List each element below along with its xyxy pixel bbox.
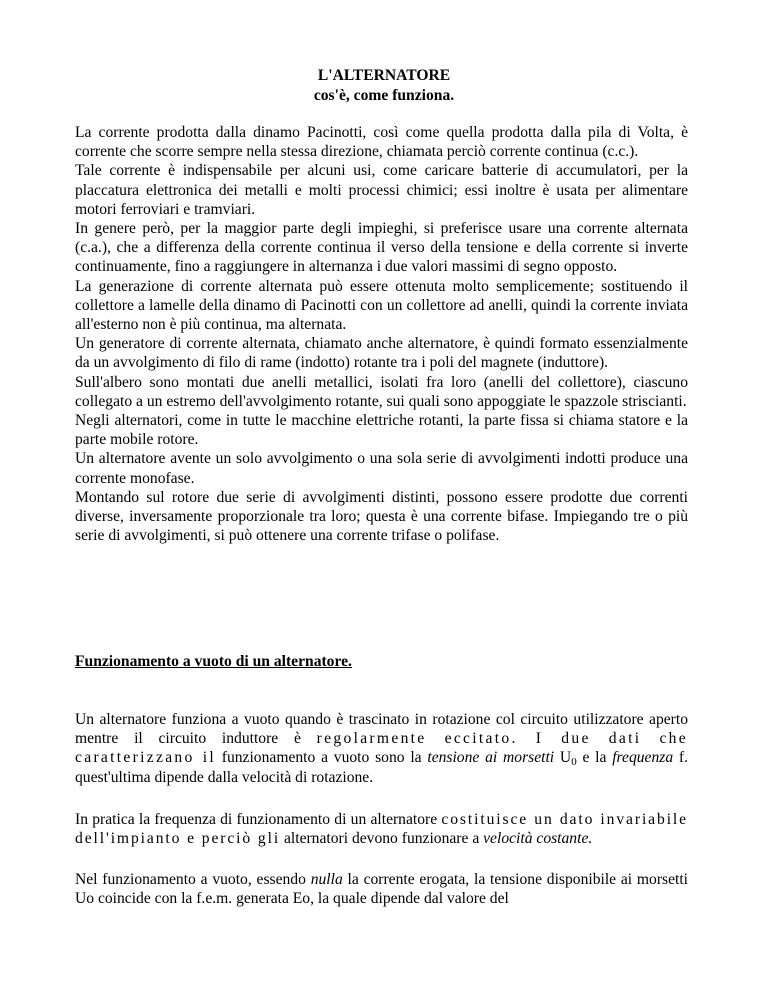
- paragraph: Un alternatore avente un solo avvolgimento o una sola serie di avvolgimenti indotti produce una corrente monofase.: [75, 450, 688, 487]
- paragraph: In genere però, per la maggior parte degli impieghi, si preferisce usare una corrente alternata (c.a.), che a differenza della corrente continua il verso della tensione e della corrente si inverte continuamente, fino a raggiungere in alternanza i due valori massimi di segno opposto.: [75, 220, 688, 276]
- document-title: L'ALTERNATORE: [317, 67, 451, 84]
- paragraph: Montando sul rotore due serie di avvolgimenti distinti, possono essere prodotte due correnti diverse, inversamente proporzionale tra loro; questa è una corrente bifase. Impiegando tre o più serie di avvolgimenti, si può ottenere una corrente trifase o polifase.: [75, 488, 688, 545]
- section-paragraph-3: Nel funzionamento a vuoto, essendo nulla la corrente erogata, la tensione disponibile ai morsetti Uo coincide con la f.e.m. generata Eo, la quale dipende dal valore del: [75, 871, 689, 908]
- section-heading: Funzionamento a vuoto di un alternatore.: [75, 653, 352, 670]
- paragraph: Un generatore di corrente alternata, chiamato anche alternatore, è quindi formato essenzialmente da un avvolgimento di filo di rame (indotto) rotante tra i poli del magnete (induttore).: [75, 335, 688, 372]
- paragraph: Tale corrente è indispensabile per alcuni usi, come caricare batterie di accumulatori, per la placcatura elettronica dei metalli e molti processi chimici; essi inoltre è usata per alimentare motori ferroviari e tramviari.: [75, 162, 688, 218]
- section-paragraph-2: In pratica la frequenza di funzionamento di un alternatore costituisce un dato invariabile dell'impianto e perciò gli alternatori devono funzionare a velocità costante.: [75, 811, 688, 848]
- section-paragraph-1: Un alternatore funziona a vuoto quando è trascinato in rotazione col circuito utilizzatore aperto mentre il circuito induttore è regolarmente eccitato. I due dati che caratterizzano il funzionamento a vuoto sono la tensione ai morsetti $U_0$ e la frequenza f. quest'ultima dipende dalla velocità di rotazione.: [75, 711, 688, 786]
- document-subtitle: cos'è, come funziona.: [313, 87, 455, 104]
- paragraph: La generazione di corrente alternata può essere ottenuta molto semplicemente; sostituendo il collettore a lamelle della dinamo di Pacinotti con un collettore ad anelli, quindi la corrente inviata all'esterno non è più continua, ma alternata.: [75, 277, 688, 334]
- paragraph: La corrente prodotta dalla dinamo Pacinotti, così come quella prodotta dalla pila di Volta, è corrente che scorre sempre nella stessa direzione, chiamata perciò corrente continua (c.c.).: [75, 124, 688, 161]
- paragraph: Sull'albero sono montati due anelli metallici, isolati fra loro (anelli del collettore), ciascuno collegato a un estremo dell'avvolgimento rotante, sui quali sono appoggiate le spazzole striscianti.: [75, 373, 688, 410]
- paragraph: Negli alternatori, come in tutte le macchine elettriche rotanti, la parte fissa si chiama statore e la parte mobile rotore.: [75, 412, 688, 449]
- intro-body: [75, 123, 688, 545]
